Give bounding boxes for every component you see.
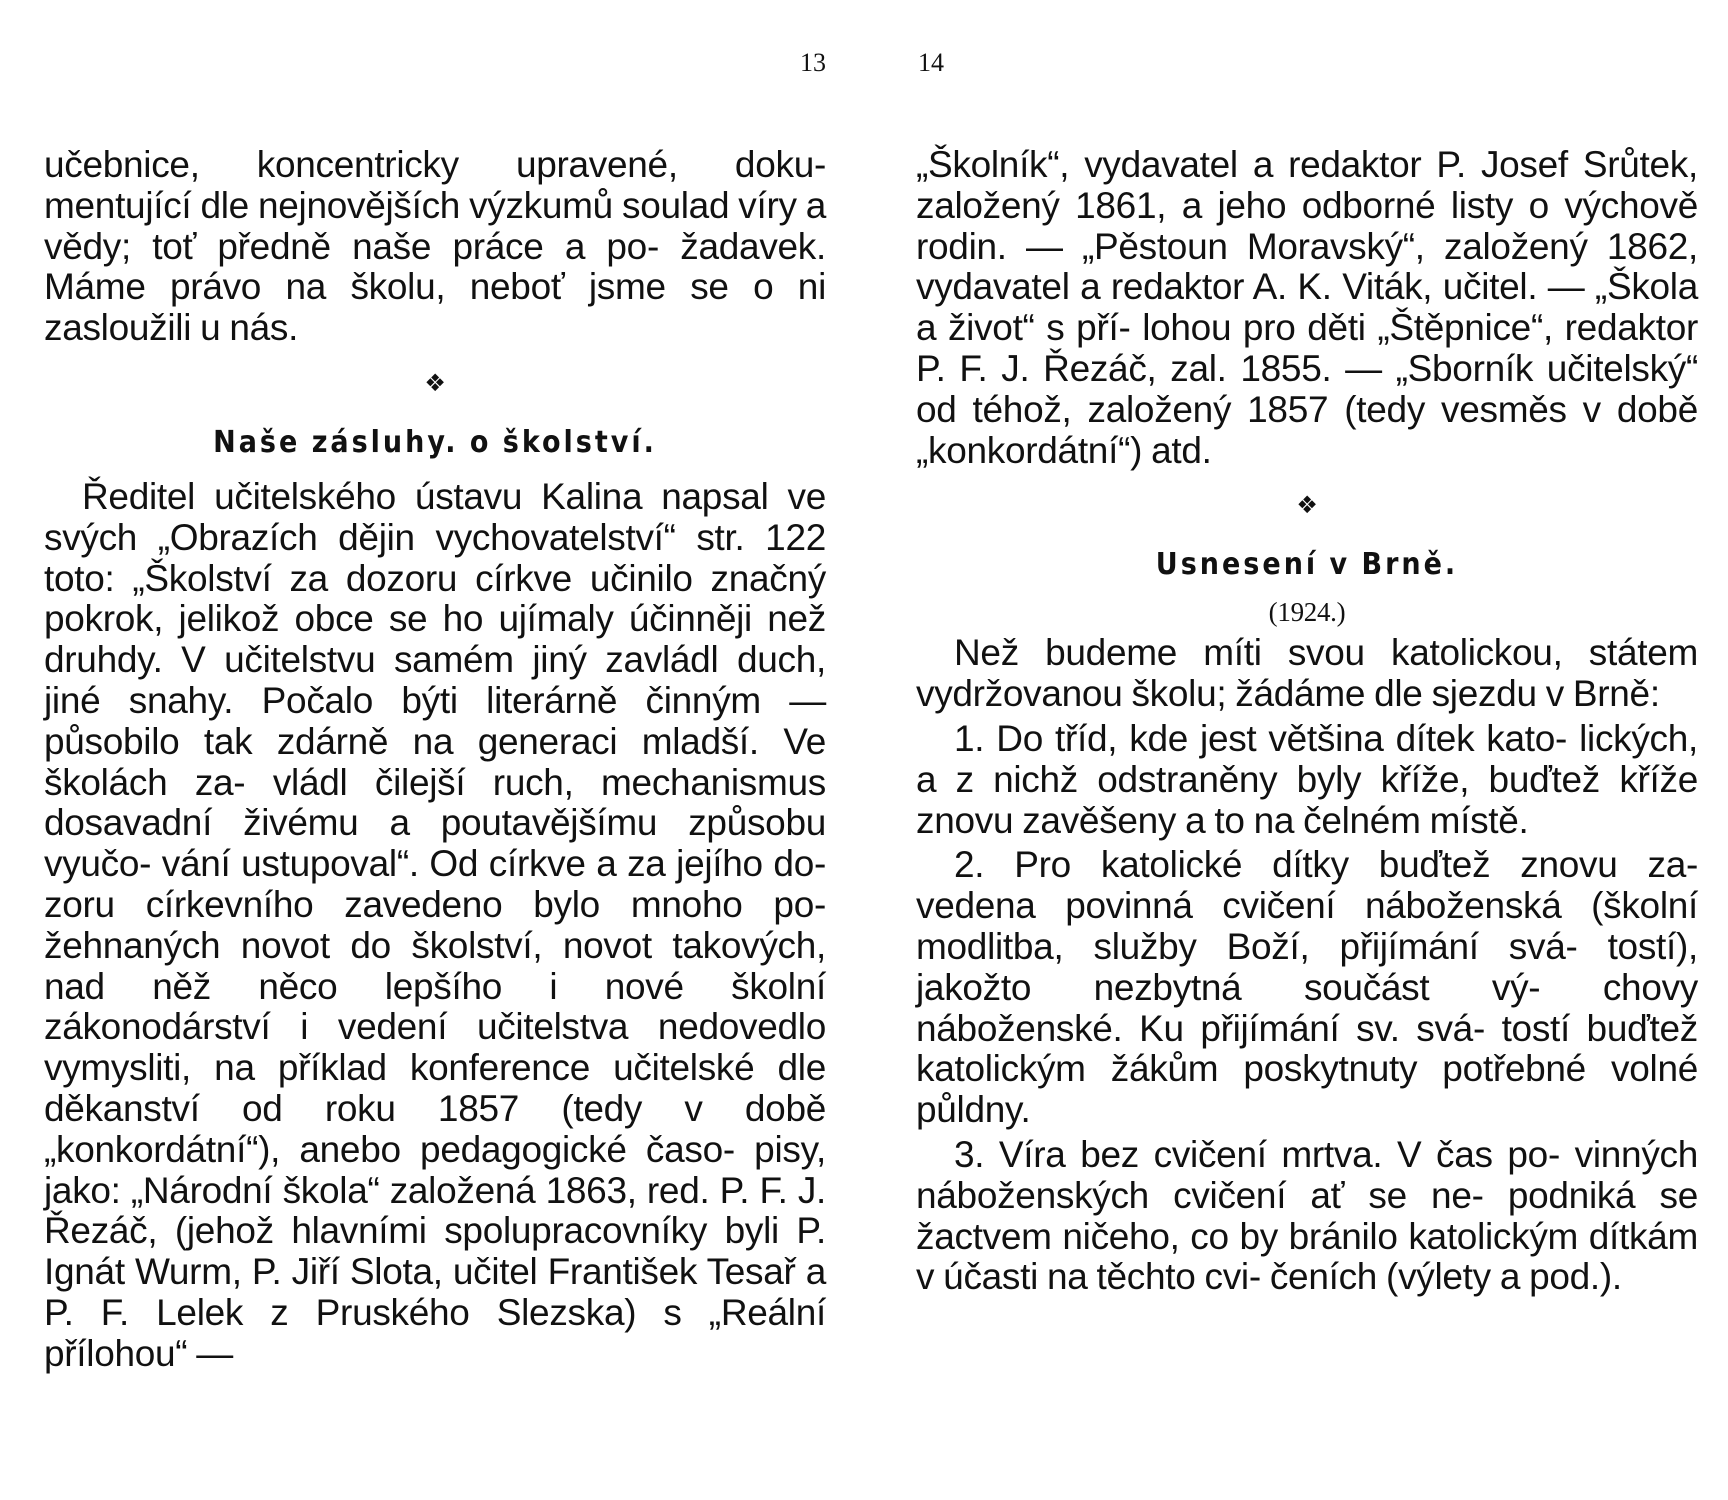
left-intro-paragraph — [44, 145, 826, 349]
text-line: ho ujímaly účinněji než druhdy. V učitelstvu — [44, 598, 826, 681]
left-page-body — [44, 145, 826, 1375]
text-line: čeních (výlety a pod.). — [1269, 1256, 1622, 1298]
text-line: živému a poutavějšímu způsobu vyučo- — [44, 802, 827, 885]
text-line: učitelský“ od téhož, založený 1857 (tedy — [916, 347, 1698, 430]
text-line: z Pruského Slezska) s „Reální přílohou“ — — [44, 1291, 826, 1374]
text-line: Viták, učitel. — „Škola a život“ s pří- — [916, 266, 1699, 349]
text-line: vání ustupoval“. Od církve a za jejího do- — [161, 843, 827, 885]
text-line: buďtež kříže znovu zavěšeny a to na čelném — [916, 758, 1698, 841]
left-page — [44, 0, 826, 1500]
text-line: žadavek. Máme právo na školu, neboť jsme — [44, 225, 826, 308]
text-line: modlitba, služby Boží, přijímání svá- — [916, 925, 1578, 967]
text-line: vládl čilejší ruch, mechanismus dosavadní — [44, 761, 826, 844]
text-line: dle děkanství od roku 1857 (tedy v době — [44, 1047, 826, 1129]
text-line: založený 1862, vydavatel a redaktor A. K. — [916, 225, 1698, 308]
text-line: zákonodárství i vedení učitelstva nedovedlo — [44, 1006, 826, 1048]
resolution-item-2 — [916, 845, 1698, 1131]
text-line: vesměs v době „konkordátní“) atd. — [916, 388, 1698, 471]
text-line: katolickým dítkám v účasti na těchto cvi- — [916, 1215, 1698, 1298]
text-line: Než budeme míti svou katolickou, státem — [954, 632, 1698, 674]
text-line: potřebné volné půldny. — [916, 1048, 1698, 1131]
text-line: svých „Obrazích dějin vychovatelství“ — [44, 516, 697, 558]
text-line: lohou pro děti „Štěpnice“, redaktor — [1142, 307, 1698, 349]
text-line: P. F. J. Řezáč, zal. 1855. — „Sborník — [916, 347, 1547, 389]
text-line: zoru církevního zavedeno bylo mnoho po- — [44, 883, 826, 925]
text-line: vymysliti, na příklad konference učitelské — [44, 1047, 778, 1089]
text-line: Srůtek, založený 1861, a jeho odborné listy — [916, 144, 1698, 226]
right-page-body — [916, 145, 1698, 1298]
right-page — [916, 0, 1698, 1500]
right-intro-paragraph — [916, 145, 1698, 471]
text-line: o výchově rodin. — „Pěstoun Moravský“, — [916, 184, 1698, 267]
text-line: „konkordátní“), anebo pedagogické časo- — [44, 1128, 735, 1170]
section-heading: Naše zásluhy. o školství. — [213, 424, 657, 460]
text-line: se o ni zasloužili u nás. — [44, 266, 826, 349]
section-ornament: ❖ — [1296, 491, 1318, 520]
text-line: „Školník“, vydavatel a redaktor P. Josef — [916, 144, 1583, 185]
text-line: takových, nad něž něco lepšího i nové školní — [44, 924, 826, 1007]
section-subheading-year: (1924.) — [1268, 597, 1346, 628]
text-line: vedena povinná cvičení náboženská (školní — [916, 885, 1698, 927]
text-line: vydržovanou školu; žádáme dle sjezdu v Brně: — [916, 673, 1660, 715]
text-line: místě. — [1429, 799, 1529, 841]
text-line: zdárně na generaci mladší. Ve školách za- — [44, 720, 826, 803]
text-line: str. 122 toto: „Školství za dozoru církve — [44, 516, 826, 599]
text-line: tostí buďtež katolickým žákům poskytnuty — [916, 1007, 1699, 1090]
page-number-right: 14 — [918, 48, 944, 77]
lead-paragraph — [916, 633, 1698, 715]
text-line: mentující dle nejnovějších výzkumů soulad — [44, 184, 739, 226]
section-heading: Usnesení v Brně. — [1155, 547, 1459, 583]
section-ornament: ❖ — [424, 368, 446, 397]
text-line: chovy náboženské. Ku přijímání sv. svá- — [916, 966, 1698, 1049]
text-line: víry a vědy; toť předně naše práce a po- — [44, 184, 826, 267]
text-line: Počalo býti literárně činným — působilo tak — [44, 679, 827, 762]
text-line: 1863, red. P. F. J. Řezáč, (jehož hlavními — [44, 1169, 826, 1252]
text-line: samém jiný zavládl duch, jiné snahy. — [44, 639, 826, 721]
text-line: učinilo značný pokrok, jelikož obce se — [44, 557, 826, 640]
text-line: Ředitel učitelského ústavu Kalina napsal ve — [82, 475, 826, 517]
text-line: vinných náboženských cvičení ať se ne- — [916, 1133, 1698, 1216]
text-line: Slota, učitel František Tesař a P. F. Lelek — [44, 1251, 826, 1333]
text-line: spolupracovníky byli P. Ignát Wurm, P. Jiří — [44, 1210, 826, 1293]
resolution-item-3 — [916, 1135, 1698, 1298]
left-main-paragraph — [44, 477, 826, 1375]
text-line: 2. Pro katolické dítky buďtež znovu za- — [954, 844, 1698, 886]
text-line: tostí), jakožto nezbytná součást vý- — [916, 925, 1698, 1008]
text-line: 1. Do tříd, kde jest většina dítek kato- — [954, 717, 1568, 759]
text-line: lických, a z nichž odstraněny byly kříže, — [916, 717, 1699, 800]
text-line: podniká se žactvem ničeho, co by bránilo — [916, 1174, 1698, 1257]
text-line: žehnaných novot do školství, novot — [44, 924, 673, 966]
text-line: pisy, jako: „Národní škola“ založená — [44, 1128, 827, 1211]
resolution-item-1 — [916, 719, 1698, 841]
text-line: učebnice, koncentricky upravené, doku- — [44, 144, 826, 185]
text-line: 3. Víra bez cvičení mrtva. V čas po- — [954, 1133, 1560, 1175]
page-number-left: 13 — [800, 48, 826, 77]
